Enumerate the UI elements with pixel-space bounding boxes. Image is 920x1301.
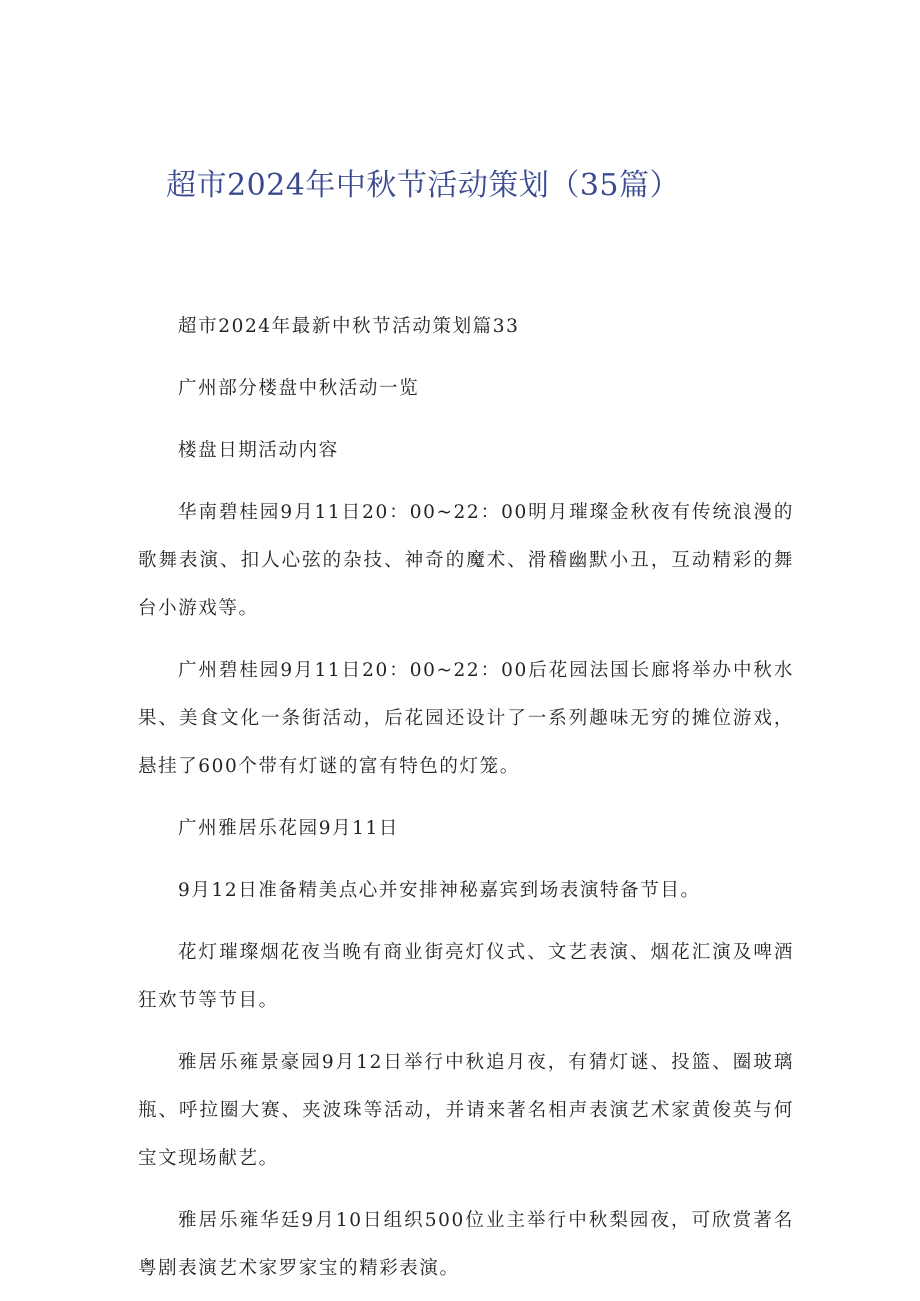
- paragraph-10: 雅居乐雍华廷9月10日组织500位业主举行中秋梨园夜，可欣赏著名粤剧表演艺术家罗家宝的精彩表演。: [138, 1210, 794, 1279]
- document-title: 超市2024年中秋节活动策划（35篇）: [166, 168, 681, 203]
- document-body: [138, 303, 794, 1293]
- paragraph-9: 雅居乐雍景豪园9月12日举行中秋追月夜，有猜灯谜、投篮、圈玻璃瓶、呼拉圈大赛、夹波珠等活动，并请来著名相声表演艺术家黄俊英与何宝文现场献艺。: [138, 1052, 794, 1169]
- paragraph-1: 超市2024年最新中秋节活动策划篇33: [178, 316, 520, 337]
- paragraph-3: 楼盘日期活动内容: [178, 440, 339, 461]
- paragraph-8: 花灯璀璨烟花夜当晚有商业街亮灯仪式、文艺表演、烟花汇演及啤酒狂欢节等节目。: [138, 942, 794, 1011]
- paragraph-6: 广州雅居乐花园9月11日: [178, 818, 400, 839]
- paragraph-7: 9月12日准备精美点心并安排神秘嘉宾到场表演特备节目。: [178, 880, 701, 901]
- paragraph-2: 广州部分楼盘中秋活动一览: [178, 378, 420, 399]
- paragraph-4: 华南碧桂园9月11日20：00~22：00明月璀璨金秋夜有传统浪漫的歌舞表演、扣人心弦的杂技、神奇的魔术、滑稽幽默小丑，互动精彩的舞台小游戏等。: [138, 502, 794, 619]
- paragraph-5: 广州碧桂园9月11日20：00~22：00后花园法国长廊将举办中秋水果、美食文化一条街活动，后花园还设计了一系列趣味无穷的摊位游戏，悬挂了600个带有灯谜的富有特色的灯笼。: [138, 660, 794, 777]
